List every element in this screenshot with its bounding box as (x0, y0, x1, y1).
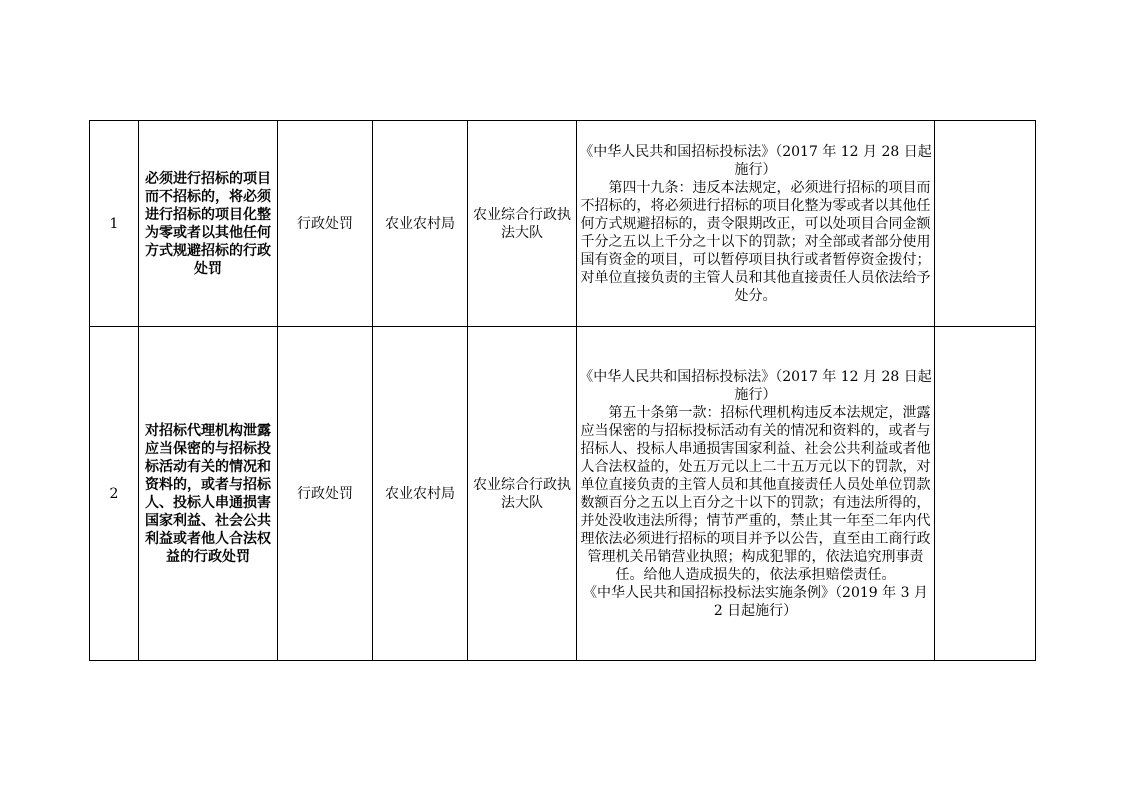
legal-basis (577, 327, 935, 661)
basis-article: 第四十九条：违反本法规定，必须进行招标的项目而不招标的，将必须进行招标的项目化整为零或者以其他任何方式规避招标的，责令限期改正，可以处项目合同金额千分之五以上千分之十以下的罚款；对全部或者部分使用国有资金的项目，可以暂停项目执行或者暂停资金拨付；对单位直接负责的主管人员和其他直接责任人员依法给予处分。 (580, 179, 931, 304)
department: 农业农村局 (373, 121, 468, 327)
item-name: 对招标代理机构泄露应当保密的与招标投标活动有关的情况和资料的，或者与招标人、投标人串通损害国家利益、社会公共利益或者他人合法权益的行政处罚 (139, 327, 278, 661)
enforcement-unit: 农业综合行政执法大队 (468, 327, 577, 661)
row-number: 1 (90, 121, 139, 327)
table-row (90, 327, 1036, 661)
basis-regulation-title: 《中华人民共和国招标投标法实施条例》（2019 年 3 月 2 日起施行） (583, 584, 928, 619)
basis-law-title: 《中华人民共和国招标投标法》（2017 年 12 月 28 日起施行） (579, 368, 932, 403)
table-row (90, 121, 1036, 327)
remarks-cell (935, 121, 1036, 327)
item-type: 行政处罚 (278, 121, 373, 327)
item-name: 必须进行招标的项目而不招标的，将必须进行招标的项目化整为零或者以其他任何方式规避招标的行政处罚 (139, 121, 278, 327)
item-type: 行政处罚 (278, 327, 373, 661)
remarks-cell (935, 327, 1036, 661)
department: 农业农村局 (373, 327, 468, 661)
row-number: 2 (90, 327, 139, 661)
penalty-table (89, 120, 1036, 661)
basis-law-title: 《中华人民共和国招标投标法》（2017 年 12 月 28 日起施行） (579, 143, 932, 178)
enforcement-unit: 农业综合行政执法大队 (468, 121, 577, 327)
legal-basis (577, 121, 935, 327)
basis-article: 第五十条第一款：招标代理机构违反本法规定，泄露应当保密的与招标投标活动有关的情况和资料的，或者与招标人、投标人串通损害国家利益、社会公共利益或者他人合法权益的，处五万元以上二十五万元以下的罚款，对单位直接负责的主管人员和其他直接责任人员处单位罚款数额百分之五以上百分之十以下的罚款；有违法所得的，并处没收违法所得；情节严重的，禁止其一年至二年内代理依法必须进行招标的项目并予以公告，直至由工商行政管理机关吊销营业执照；构成犯罪的，依法追究刑事责任。给他人造成损失的，依法承担赔偿责任。 (580, 404, 931, 583)
